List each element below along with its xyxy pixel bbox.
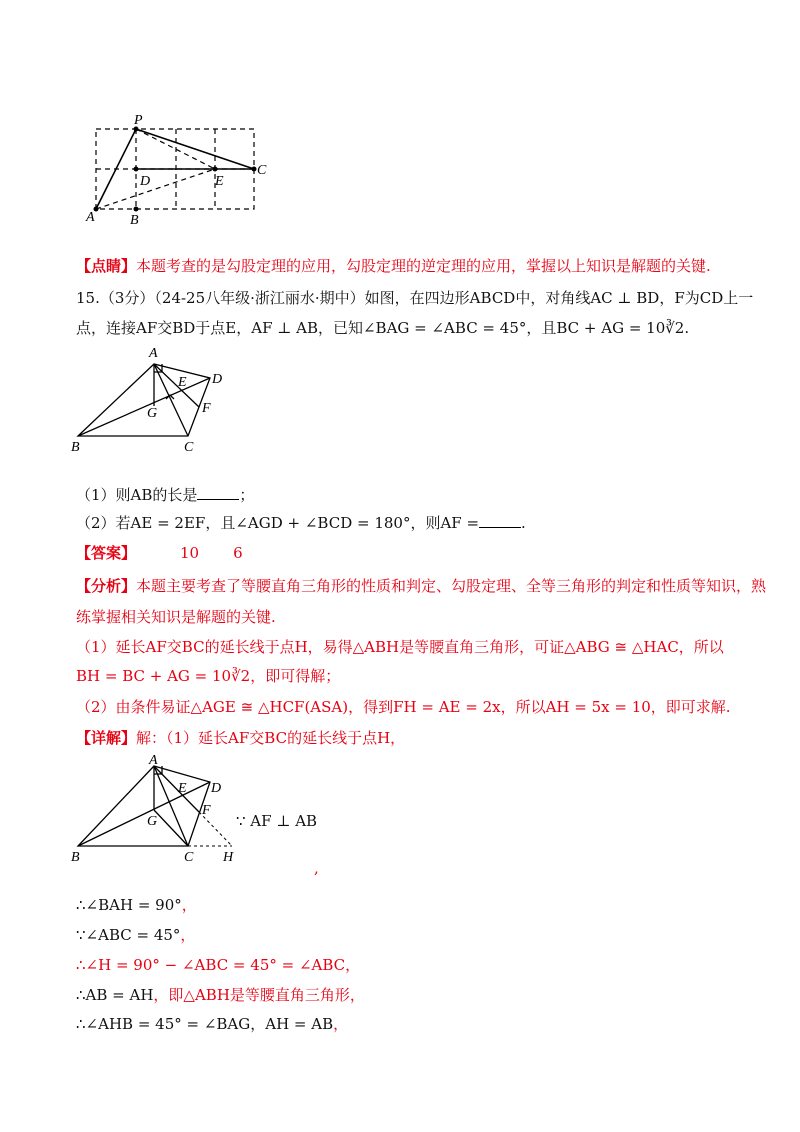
analysis-line1: [76, 576, 766, 596]
fig3-label-d: D: [211, 781, 222, 796]
fig3-label-a: A: [149, 753, 158, 768]
fig3-label-e: E: [178, 781, 187, 796]
answer-tag: 【答案】: [76, 544, 137, 562]
fig1-label-d: D: [140, 174, 151, 189]
analysis-part1-a: （1）延长AF交BC的延长线于点H，易得△ABH是等腰直角三角形，可证△ABG ≅ △HAC，所以: [76, 638, 724, 656]
fig1-label-e: E: [215, 174, 224, 189]
sub-question-1-end: ；: [239, 486, 255, 504]
sub-question-2: [76, 513, 526, 533]
analysis-line2: 练掌握相关知识是解题的关键.: [76, 608, 276, 626]
review-note: [76, 256, 711, 276]
step-5-red: ，: [333, 1015, 349, 1033]
sub-question-1-text: （1）则AB的长是: [76, 486, 198, 504]
answer-line: [76, 543, 243, 563]
answer-value-2: 6: [233, 544, 243, 562]
fig3-label-b: B: [71, 850, 80, 865]
fig3-label-g: G: [147, 814, 158, 829]
fig3-side-text: ∵ AF ⊥ AB: [236, 812, 318, 830]
question-15-line2: 点，连接AF交BD于点E，AF ⊥ AB，已知∠BAG = ∠ABC = 45°，且BC + AG = 10∛2.: [76, 319, 690, 337]
detail-text: 解：（1）延长AF交BC的延长线于点H，: [136, 729, 406, 747]
fig2-label-g: G: [147, 406, 158, 421]
fig3-label-h: H: [223, 850, 234, 865]
answer-value-1: 10: [180, 544, 200, 562]
fig3-label-f: F: [202, 803, 211, 818]
step-4: [76, 985, 365, 1005]
question-15-line1: 15.（3分）（24-25八年级·浙江丽水·期中）如图，在四边形ABCD中，对角线AC ⊥ BD，F为CD上一: [76, 289, 754, 307]
step-4-math: ∴AB = AH: [76, 986, 154, 1004]
detail-line: [76, 728, 405, 748]
fig2-label-c: C: [184, 440, 194, 455]
fig1-label-b: B: [130, 213, 139, 228]
fig2-label-e: E: [178, 375, 187, 390]
analysis-text-1: 本题主要考查了等腰直角三角形的性质和判定、勾股定理、全等三角形的判定和性质等知识，熟: [136, 577, 767, 595]
sub-question-1: [76, 485, 254, 505]
review-tag: 【点睛】: [76, 257, 137, 275]
analysis-part1-b: BH = BC + AG = 10∛2，即可得解；: [76, 667, 341, 685]
figure-extended: [68, 752, 268, 867]
step-1: [76, 895, 197, 915]
fig1-label-a: A: [86, 210, 95, 225]
step-1-red: ，: [181, 896, 197, 914]
fig2-label-d: D: [212, 372, 223, 387]
step-1-math: ∴∠BAH = 90°: [76, 896, 182, 914]
step-2-red: ，: [180, 926, 196, 944]
step-5: [76, 1014, 348, 1034]
fig2-label-a: A: [149, 346, 158, 361]
step-3: [76, 955, 360, 975]
answer-blank-2: [479, 513, 521, 528]
figure-grid-triangle: [80, 110, 280, 230]
step-2: [76, 925, 195, 945]
sub-question-2-end: .: [521, 514, 526, 532]
fig2-label-f: F: [202, 401, 211, 416]
review-text: 本题考查的是勾股定理的应用，勾股定理的逆定理的应用，掌握以上知识是解题的关键.: [136, 257, 711, 275]
analysis-part2: （2）由条件易证△AGE ≅ △HCF(ASA)，得到FH = AE = 2x，所以AH = 5x = 10，即可求解.: [76, 698, 731, 716]
detail-tag: 【详解】: [76, 729, 137, 747]
fig1-label-c: C: [257, 163, 267, 178]
figure-quadrilateral: [68, 342, 238, 457]
answer-blank-1: [197, 485, 239, 500]
step-2-math: ∵∠ABC = 45°: [76, 926, 181, 944]
fig2-label-b: B: [71, 440, 80, 455]
step-4-red: ，即△ABH是等腰直角三角形，: [153, 986, 365, 1004]
sub-question-2-text: （2）若AE = 2EF，且∠AGD + ∠BCD = 180°，则AF =: [76, 514, 480, 532]
fig3-comma: ,: [314, 859, 319, 877]
fig1-label-p: P: [134, 113, 143, 128]
step-3-math: ∴∠H = 90° − ∠ABC = 45° = ∠ABC: [76, 956, 346, 974]
fig3-label-c: C: [184, 850, 194, 865]
analysis-tag: 【分析】: [76, 577, 137, 595]
step-5-math: ∴∠AHB = 45° = ∠BAG，AH = AB: [76, 1015, 334, 1033]
step-3-red: ，: [345, 956, 361, 974]
